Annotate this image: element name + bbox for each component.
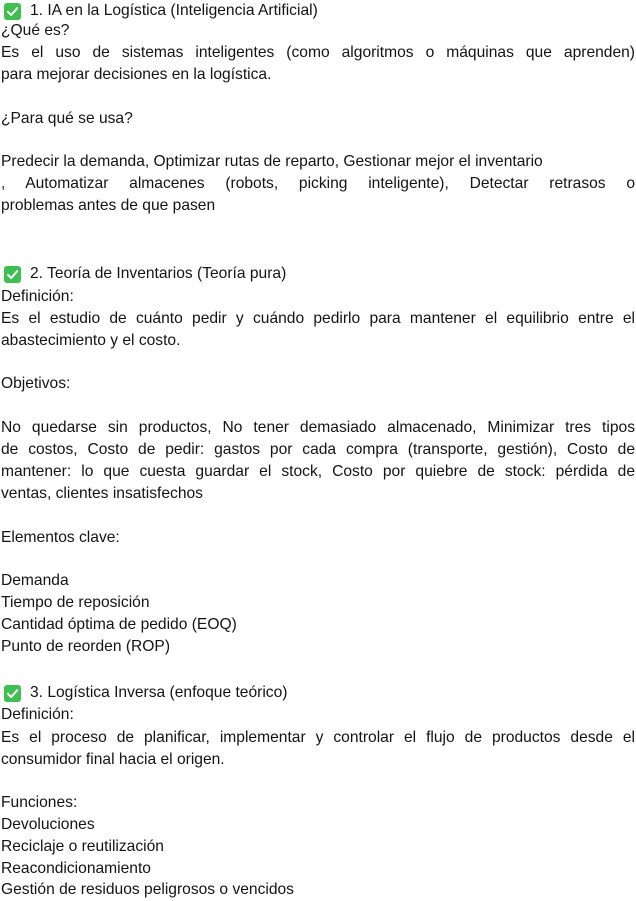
function-item: Reciclaje o reutilización bbox=[1, 838, 164, 855]
check-mark-icon bbox=[4, 685, 21, 702]
definition-line: Es el proceso de planificar, implementar y controlar el flujo de productos desde el bbox=[1, 729, 635, 746]
objectives-label: Objetivos: bbox=[1, 375, 71, 392]
uses-line: problemas antes de que pasen bbox=[1, 197, 216, 214]
function-item: Reacondicionamiento bbox=[1, 860, 151, 877]
definition-line: Es el uso de sistemas inteligentes (como algoritmos o máquinas que aprenden) bbox=[1, 44, 635, 61]
question-what: ¿Qué es? bbox=[1, 22, 70, 39]
definition-line: abastecimiento y el costo. bbox=[1, 332, 181, 349]
definition-label: Definición: bbox=[1, 706, 74, 723]
uses-line: , Automatizar almacenes (robots, picking inteligente), Detectar retrasos o bbox=[1, 175, 635, 192]
function-item: Gestión de residuos peligrosos o vencidos bbox=[1, 881, 294, 898]
uses-line: Predecir la demanda, Optimizar rutas de reparto, Gestionar mejor el inventario bbox=[1, 153, 543, 170]
objectives-line: ventas, clientes insatisfechos bbox=[1, 485, 203, 502]
question-uses: ¿Para qué se usa? bbox=[1, 110, 133, 127]
function-item: Devoluciones bbox=[1, 816, 95, 833]
section-title: 3. Logística Inversa (enfoque teórico) bbox=[30, 684, 288, 701]
objectives-line: No quedarse sin productos, No tener demasiado almacenado, Minimizar tres tipos bbox=[1, 419, 635, 436]
definition-line: para mejorar decisiones en la logística. bbox=[1, 66, 272, 83]
functions-label: Funciones: bbox=[1, 794, 78, 811]
objectives-line: mantener: lo que cuesta guardar el stock, Costo por quiebre de stock: pérdida de bbox=[1, 463, 635, 480]
section-title: 1. IA en la Logística (Inteligencia Artificial) bbox=[30, 2, 318, 19]
section-2-heading bbox=[1, 263, 635, 285]
section-title: 2. Teoría de Inventarios (Teoría pura) bbox=[30, 265, 287, 282]
key-element-item: Demanda bbox=[1, 572, 69, 589]
key-element-item: Punto de reorden (ROP) bbox=[1, 638, 171, 655]
check-mark-icon bbox=[4, 266, 21, 283]
key-element-item: Cantidad óptima de pedido (EOQ) bbox=[1, 616, 237, 633]
key-element-item: Tiempo de reposición bbox=[1, 594, 150, 611]
definition-line: Es el estudio de cuánto pedir y cuándo pedirlo para mantener el equilibrio entre el bbox=[1, 310, 635, 327]
objectives-line: de costos, Costo de pedir: gastos por cada compra (transporte, gestión), Costo de bbox=[1, 441, 635, 458]
definition-line: consumidor final hacia el origen. bbox=[1, 751, 225, 768]
check-mark-icon bbox=[4, 3, 21, 20]
section-3-heading bbox=[1, 682, 635, 704]
definition-label: Definición: bbox=[1, 288, 74, 305]
key-elements-label: Elementos clave: bbox=[1, 529, 120, 546]
section-1-heading bbox=[1, 0, 635, 22]
